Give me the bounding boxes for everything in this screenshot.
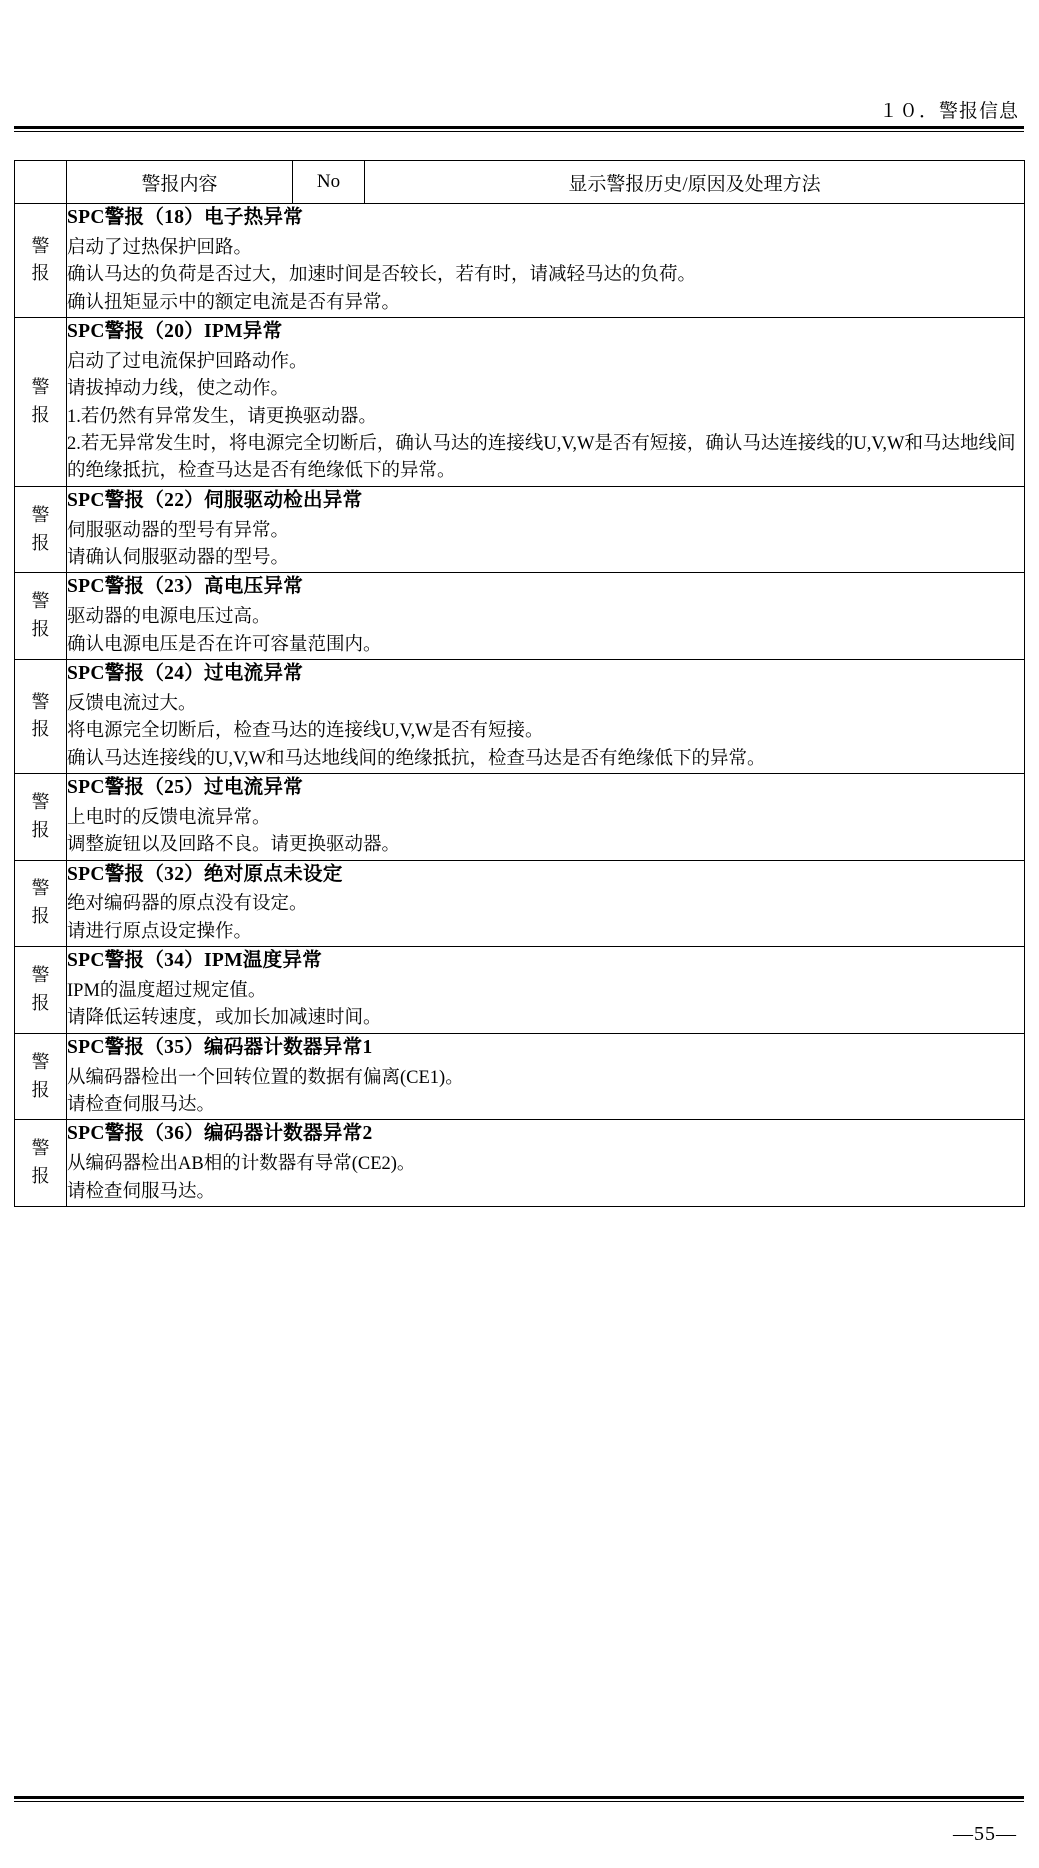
alarm-detail-line: 确认电源电压是否在许可容量范围内。 bbox=[67, 634, 382, 655]
alarm-entry bbox=[67, 317, 1025, 486]
alarm-kind-char: 报 bbox=[31, 719, 50, 740]
table-row bbox=[15, 659, 1025, 773]
alarm-kind-char: 报 bbox=[31, 819, 50, 840]
alarm-detail-line: 2.若无异常发生时，将电源完全切断后，确认马达的连接线U,V,W是否有短接，确认马达连接线的U,V,W和马达地线间的绝缘抵抗，检查马达是否有绝缘低下的异常。 bbox=[67, 433, 1016, 482]
table-row bbox=[15, 1033, 1025, 1120]
alarm-kind-char: 警 bbox=[31, 504, 50, 525]
alarm-title: SPC警报（32）绝对原点未设定 bbox=[67, 863, 343, 885]
header-divider bbox=[14, 126, 1024, 132]
alarm-detail-line: 启动了过电流保护回路动作。 bbox=[67, 351, 308, 372]
page-number: —55— bbox=[953, 1823, 1017, 1845]
header-content: 警报内容 bbox=[67, 161, 293, 204]
alarm-detail-line: 1.若仍然有异常发生，请更换驱动器。 bbox=[67, 406, 377, 427]
alarm-detail-line: 请拔掉动力线，使之动作。 bbox=[67, 379, 290, 400]
alarm-table-body bbox=[15, 204, 1025, 1207]
alarm-kind-char: 警 bbox=[31, 791, 50, 812]
alarm-kind-char: 警 bbox=[31, 965, 50, 986]
alarm-detail-line: 调整旋钮以及回路不良。请更换驱动器。 bbox=[67, 835, 401, 856]
alarm-kind-char: 报 bbox=[31, 263, 50, 284]
alarm-kind-char: 警 bbox=[31, 878, 50, 899]
alarm-entry bbox=[67, 659, 1025, 773]
alarm-title: SPC警报（24）过电流异常 bbox=[67, 662, 304, 684]
header-description: 显示警报历史/原因及处理方法 bbox=[365, 161, 1025, 204]
alarm-detail-line: 请确认伺服驱动器的型号。 bbox=[67, 547, 290, 568]
alarm-kind-label bbox=[15, 317, 67, 486]
alarm-kind-char: 报 bbox=[31, 532, 50, 553]
alarm-kind-label bbox=[15, 860, 67, 947]
alarm-entry bbox=[67, 947, 1025, 1034]
alarm-entry bbox=[67, 204, 1025, 318]
footer-divider bbox=[14, 1796, 1024, 1802]
alarm-kind-char: 警 bbox=[31, 376, 50, 397]
table-row bbox=[15, 486, 1025, 573]
alarm-table bbox=[14, 160, 1025, 1207]
alarm-kind-label bbox=[15, 204, 67, 318]
alarm-detail-line: 绝对编码器的原点没有设定。 bbox=[67, 894, 308, 915]
alarm-title: SPC警报（34）IPM温度异常 bbox=[67, 950, 323, 972]
alarm-title: SPC警报（35）编码器计数器异常1 bbox=[67, 1036, 373, 1058]
alarm-kind-char: 警 bbox=[31, 691, 50, 712]
alarm-entry bbox=[67, 860, 1025, 947]
alarm-detail-line: 确认扭矩显示中的额定电流是否有异常。 bbox=[67, 292, 401, 313]
alarm-table-container bbox=[14, 160, 1025, 1207]
alarm-kind-char: 报 bbox=[31, 1166, 50, 1187]
alarm-kind-label bbox=[15, 1120, 67, 1207]
alarm-detail-line: 将电源完全切断后，检查马达的连接线U,V,W是否有短接。 bbox=[67, 721, 544, 742]
table-row bbox=[15, 204, 1025, 318]
alarm-kind-char: 报 bbox=[31, 619, 50, 640]
alarm-kind-char: 警 bbox=[31, 1138, 50, 1159]
alarm-title: SPC警报（18）电子热异常 bbox=[67, 207, 304, 228]
alarm-kind-label bbox=[15, 573, 67, 660]
alarm-kind-label bbox=[15, 486, 67, 573]
alarm-detail-line: 从编码器检出AB相的计数器有导常(CE2)。 bbox=[67, 1154, 416, 1175]
alarm-title: SPC警报（36）编码器计数器异常2 bbox=[67, 1123, 373, 1145]
table-row bbox=[15, 317, 1025, 486]
alarm-detail-line: 上电时的反馈电流异常。 bbox=[67, 807, 271, 828]
table-row bbox=[15, 573, 1025, 660]
alarm-title: SPC警报（20）IPM异常 bbox=[67, 320, 283, 342]
header-no: No bbox=[293, 161, 365, 204]
alarm-detail-line: 反馈电流过大。 bbox=[67, 693, 197, 714]
alarm-kind-char: 警 bbox=[31, 591, 50, 612]
alarm-detail-line: 驱动器的电源电压过高。 bbox=[67, 607, 271, 628]
alarm-detail-line: 启动了过热保护回路。 bbox=[67, 237, 253, 258]
alarm-title: SPC警报（23）高电压异常 bbox=[67, 576, 304, 598]
alarm-kind-char: 警 bbox=[31, 1051, 50, 1072]
alarm-entry bbox=[67, 573, 1025, 660]
table-header-row bbox=[15, 161, 1025, 204]
alarm-kind-char: 报 bbox=[31, 404, 50, 425]
alarm-entry bbox=[67, 1033, 1025, 1120]
alarm-detail-line: 请进行原点设定操作。 bbox=[67, 921, 253, 942]
alarm-kind-label bbox=[15, 773, 67, 860]
alarm-detail-line: IPM的温度超过规定值。 bbox=[67, 981, 267, 1001]
alarm-detail-line: 请检查伺服马达。 bbox=[67, 1181, 216, 1202]
alarm-detail-line: 请检查伺服马达。 bbox=[67, 1094, 216, 1115]
alarm-kind-char: 报 bbox=[31, 1079, 50, 1100]
alarm-entry bbox=[67, 773, 1025, 860]
table-row bbox=[15, 947, 1025, 1034]
table-row bbox=[15, 773, 1025, 860]
alarm-entry bbox=[67, 1120, 1025, 1207]
header-kind bbox=[15, 161, 67, 204]
alarm-kind-label bbox=[15, 1033, 67, 1120]
alarm-detail-line: 确认马达连接线的U,V,W和马达地线间的绝缘抵抗，检查马达是否有绝缘低下的异常。 bbox=[67, 748, 766, 769]
alarm-detail-line: 请降低运转速度，或加长加减速时间。 bbox=[67, 1008, 382, 1029]
alarm-kind-char: 报 bbox=[31, 906, 50, 927]
alarm-entry bbox=[67, 486, 1025, 573]
alarm-detail-line: 从编码器检出一个回转位置的数据有偏离(CE1)。 bbox=[67, 1067, 464, 1088]
alarm-kind-char: 警 bbox=[31, 235, 50, 256]
alarm-kind-label bbox=[15, 947, 67, 1034]
table-row bbox=[15, 1120, 1025, 1207]
page-header: １０．警报信息 bbox=[878, 101, 1019, 122]
alarm-detail-line: 伺服驱动器的型号有异常。 bbox=[67, 520, 290, 541]
alarm-detail-line: 确认马达的负荷是否过大，加速时间是否较长，若有时，请减轻马达的负荷。 bbox=[67, 265, 697, 286]
alarm-title: SPC警报（25）过电流异常 bbox=[67, 776, 304, 798]
alarm-title: SPC警报（22）伺服驱动检出异常 bbox=[67, 489, 363, 511]
alarm-kind-label bbox=[15, 659, 67, 773]
table-row bbox=[15, 860, 1025, 947]
alarm-kind-char: 报 bbox=[31, 992, 50, 1013]
